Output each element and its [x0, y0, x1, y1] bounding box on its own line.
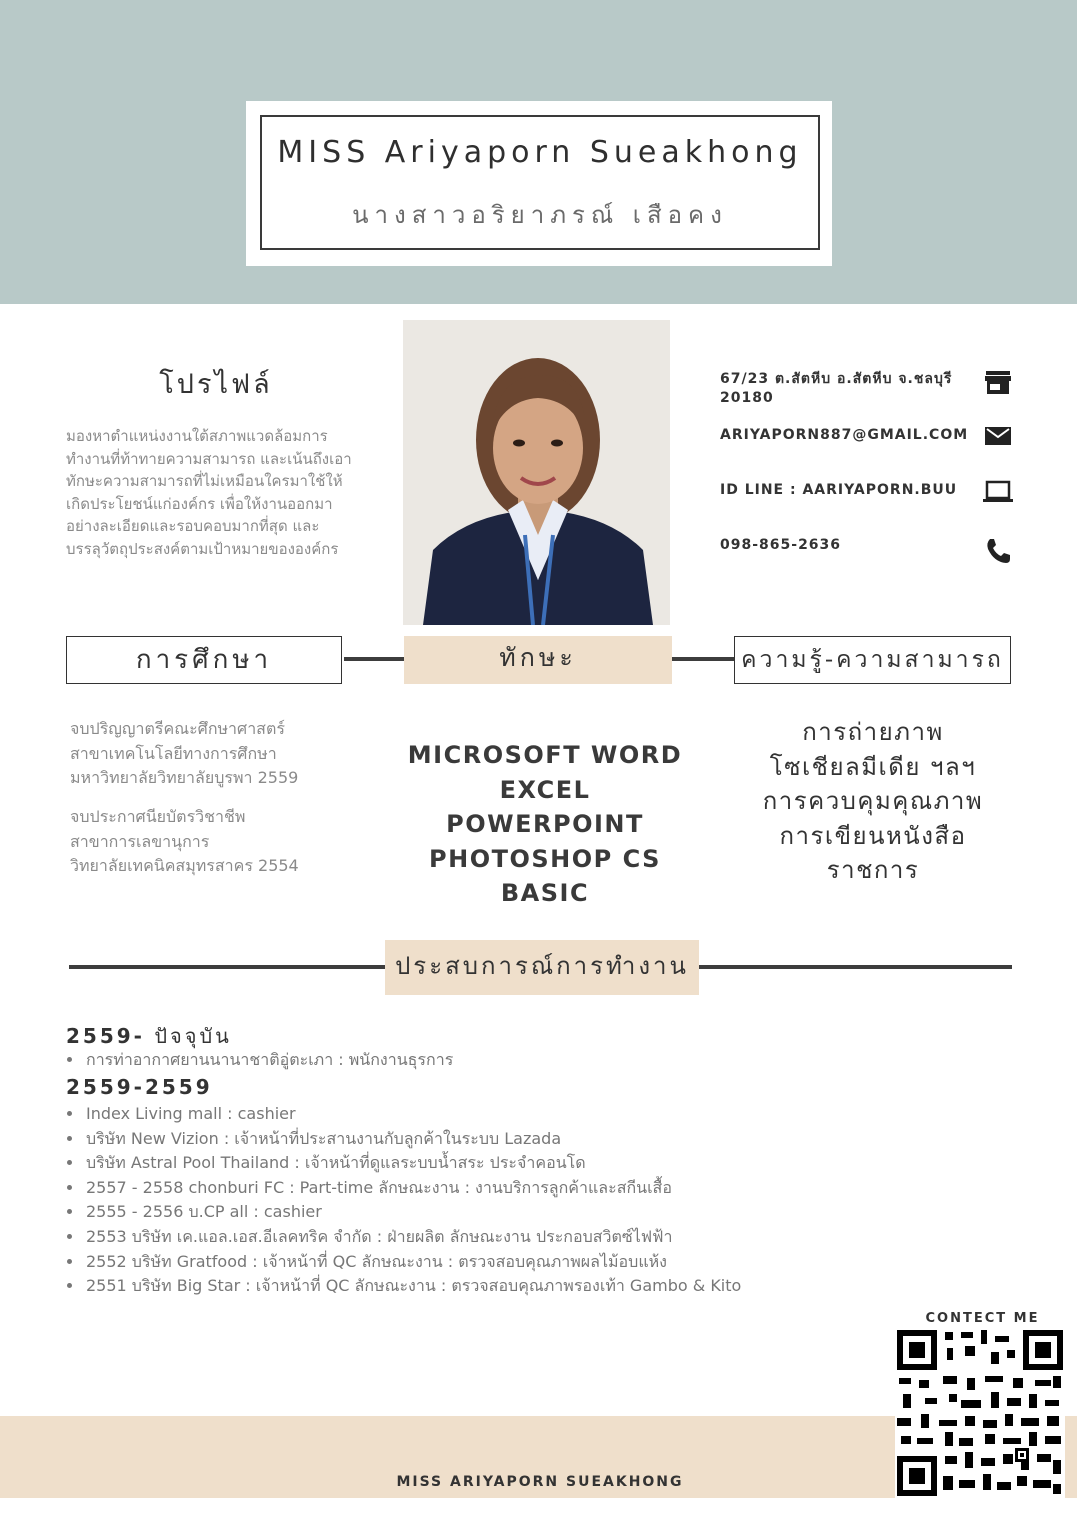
- skills-list: [400, 738, 690, 911]
- email[interactable]: ARIYAPORN887@GMAIL.COM: [720, 427, 969, 443]
- experience-period: 2559-2559: [66, 1075, 213, 1099]
- mail-icon: [982, 420, 1014, 452]
- store-icon: [982, 366, 1014, 398]
- experience-item: • Index Living mall : cashier: [84, 1102, 884, 1127]
- education-school: มหาวิทยาลัยวิทยาลัยบูรพา 2559: [70, 768, 299, 787]
- education-major: สาขาเทคโนโลยีทางการศึกษา: [70, 743, 277, 763]
- knowledge-list: [735, 715, 1011, 888]
- laptop-icon: [982, 476, 1014, 508]
- name-english: MISS Ariyaporn Sueakhong: [277, 135, 803, 170]
- address: [720, 368, 960, 406]
- phone-number[interactable]: 098-865-2636: [720, 537, 842, 553]
- profile-line: อย่างละเอียดและรอบคอบมากที่สุด และ: [66, 517, 320, 536]
- education-major: สาขาการเลขานุการ: [70, 831, 210, 851]
- experience-item: • การท่าอากาศยานนานาชาติอู่ตะเภา : พนักงานธุรการ: [84, 1048, 784, 1073]
- profile-photo: [403, 320, 670, 625]
- name-thai: นางสาวอริยาภรณ์ เสือคง: [352, 201, 728, 229]
- address-line: 67/23 ต.สัตหีบ อ.สัตหีบ จ.ชลบุรี: [720, 371, 953, 387]
- experience-year: 2559-: [66, 1024, 145, 1048]
- education-school: วิทยาลัยเทคนิคสมุทรสาคร 2554: [70, 856, 299, 875]
- address-postcode: 20180: [720, 390, 774, 406]
- experience-item: • บริษัท New Vizion : เจ้าหน้าที่ประสานงานกับลูกค้าในระบบ Lazada: [84, 1127, 884, 1152]
- education-degree: จบประกาศนียบัตรวิชาชีพ: [70, 807, 246, 826]
- experience-item: • 2551 บริษัท Big Star : เจ้าหน้าที่ QC ลักษณะงาน : ตรวจสอบคุณภาพรองเท้า Gambo & Kito: [84, 1274, 884, 1299]
- experience-item: • 2553 บริษัท เค.แอล.เอส.อีเลคทริค จำกัด : ฝ่ายผลิต ลักษณะงาน ประกอบสวิตซ์ไฟฟ้า: [84, 1225, 884, 1250]
- education-degree: จบปริญญาตรีคณะศึกษาศาสตร์: [70, 719, 285, 738]
- experience-item: • 2555 - 2556 บ.CP all : cashier: [84, 1200, 884, 1225]
- knowledge-item: การเขียนหนังสือราชการ: [779, 821, 967, 884]
- skills-heading: ทักษะ: [404, 636, 672, 684]
- profile-text: [66, 425, 366, 561]
- experience-item: • 2552 บริษัท Gratfood : เจ้าหน้าที่ QC ลักษณะงาน : ตรวจสอบคุณภาพผลไม้อบแห้ง: [84, 1250, 884, 1275]
- line-id: ID LINE : AARIYAPORN.BUU: [720, 482, 958, 498]
- divider-line: [344, 657, 406, 661]
- profile-line: ทักษะความสามารถที่ไม่เหมือนใครมาใช้ให้: [66, 472, 343, 491]
- experience-item: • 2557 - 2558 chonburi FC : Part-time ลักษณะงาน : งานบริการลูกค้าและสกีนเสื้อ: [84, 1176, 884, 1201]
- profile-line: บรรลุวัตถุประสงค์ตามเป้าหมายขององค์กร: [66, 539, 339, 558]
- knowledge-item: โซเชียลมีเดีย ฯลฯ: [769, 752, 977, 781]
- skill-item: EXCEL POWERPOINT: [446, 775, 644, 838]
- footer-name: MISS ARIYAPORN SUEAKHONG: [396, 1474, 684, 1490]
- education-item: [70, 717, 370, 791]
- experience-list: [66, 1048, 784, 1073]
- experience-item: • บริษัท Astral Pool Thailand : เจ้าหน้าที่ดูแลระบบน้ำสระ ประจำคอนโด: [84, 1151, 884, 1176]
- knowledge-item: การควบคุมคุณภาพ: [762, 787, 984, 815]
- skill-item: BASIC: [500, 879, 590, 907]
- contact-me-label: CONTECT ME: [925, 1311, 1040, 1326]
- experience-list: [66, 1102, 884, 1299]
- skill-item: PHOTOSHOP CS: [429, 844, 661, 873]
- education-heading: การศึกษา: [66, 636, 342, 684]
- profile-line: ทำงานที่ท้าทายความสามารถ และเน้นถึงเอา: [66, 449, 352, 468]
- experience-year-thai: ปัจจุบัน: [144, 1024, 232, 1048]
- phone-icon: [982, 535, 1014, 567]
- profile-line: มองหาตำแหน่งงานใต้สภาพแวดล้อมการ: [66, 427, 328, 445]
- qr-code[interactable]: [895, 1328, 1065, 1498]
- education-item: [70, 805, 370, 879]
- profile-line: เกิดประโยชน์แก่องค์กร เพื่อให้งานออกมา: [66, 494, 333, 513]
- knowledge-heading: ความรู้-ความสามารถ: [734, 636, 1011, 684]
- experience-heading: ประสบการณ์การทำงาน: [385, 940, 699, 995]
- skill-item: MICROSOFT WORD: [407, 741, 683, 769]
- knowledge-item: การถ่ายภาพ: [802, 718, 944, 746]
- divider-line: [672, 657, 736, 661]
- profile-title: โปรไฟล์: [159, 369, 273, 400]
